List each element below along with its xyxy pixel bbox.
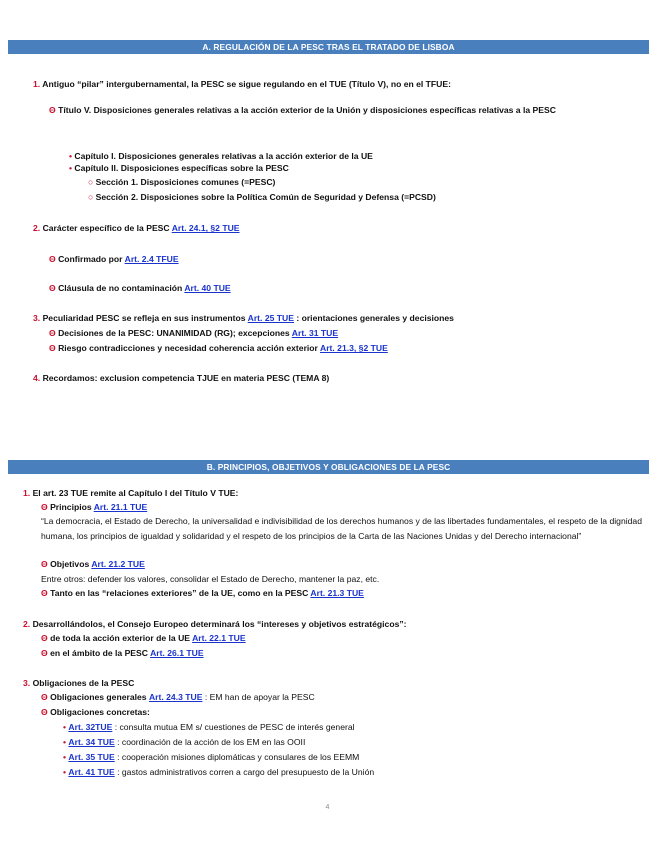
item-text: Obligaciones de la PESC (32, 678, 135, 688)
obligaciones-concretas-line (41, 707, 150, 718)
item-text: Carácter específico de la PESC (42, 223, 170, 233)
riesgo-line (49, 343, 388, 354)
theta-icon: Θ (41, 502, 48, 512)
sub-text: Decisiones de la PESC: UNANIMIDAD (RG); excepciones (58, 328, 290, 338)
art-link[interactable]: Art. 21.2 TUE (91, 559, 145, 569)
section-sub-item (88, 177, 275, 188)
item-text-after: : orientaciones generales y decisiones (296, 313, 454, 323)
art-link[interactable]: Art. 21.1 TUE (93, 502, 148, 512)
sub-text: Confirmado por (58, 254, 123, 264)
section-a-item-2 (33, 223, 240, 234)
ambito-pesc-line (41, 648, 204, 659)
art-link[interactable]: Art. 25 TUE (247, 313, 294, 323)
theta-icon: Θ (41, 588, 48, 598)
art-link[interactable]: Art. 31 TUE (291, 328, 339, 338)
art-link[interactable]: Art. 35 TUE (68, 752, 115, 762)
principios-quote: “La democracia, el Estado de Derecho, la universalidad e indivisibilidad de los derechos humanos y de las libertades fundamentales, el respeto de la dignidad humana, los principios de igualdad y solidaridad y el respeto de los principios de la Carta de las Naciones Unidas y del Derecho internacional” (41, 516, 642, 541)
chapter-item (69, 151, 373, 162)
section-b-item-3 (23, 678, 134, 689)
obligation-item (63, 752, 359, 763)
section-b-item-2 (23, 619, 407, 630)
tanto-line (41, 588, 364, 599)
item-number: 3. (23, 678, 31, 688)
section-a-item-3 (33, 313, 454, 324)
art-link[interactable]: Art. 34 TUE (68, 737, 115, 747)
art-link[interactable]: Art. 24.3 TUE (148, 692, 203, 702)
art-link[interactable]: Art. 40 TUE (184, 283, 231, 293)
gen-label: Obligaciones generales (50, 692, 147, 702)
objetivos-label: Objetivos (50, 559, 90, 569)
section-sub-text: Sección 2. Disposiciones sobre la Política Común de Seguridad y Defensa (=PCSD) (95, 192, 436, 202)
theta-icon: Θ (41, 559, 48, 569)
sub-text: Tanto en las “relaciones exteriores” de la UE, como en la PESC (50, 588, 309, 598)
clausula-line (49, 283, 231, 294)
chapter-item (69, 163, 289, 174)
bullet-icon: • (63, 722, 67, 732)
conc-label: Obligaciones concretas: (50, 707, 150, 717)
item-number: 4. (33, 373, 41, 383)
theta-icon: Θ (41, 633, 48, 643)
item-number: 2. (33, 223, 41, 233)
section-b-item-1 (23, 488, 238, 499)
theta-icon: Θ (49, 254, 56, 264)
section-a-item-1 (33, 79, 451, 90)
theta-icon: Θ (41, 707, 48, 717)
item-number: 1. (23, 488, 31, 498)
item-text: Desarrollándolos, el Consejo Europeo determinará los “intereses y objetivos estratégicos”: (32, 619, 407, 629)
art-link[interactable]: Art. 2.4 TFUE (124, 254, 179, 264)
chapter-text: Capítulo I. Disposiciones generales relativas a la acción exterior de la UE (74, 151, 373, 161)
obligation-item (63, 722, 355, 733)
sub-text: Riesgo contradicciones y necesidad coherencia acción exterior (58, 343, 318, 353)
sub-text: en el ámbito de la PESC (50, 648, 148, 658)
art-link[interactable]: Art. 32TUE (68, 722, 113, 732)
obligation-text: : consulta mutua EM s/ cuestiones de PESC de interés general (114, 722, 355, 732)
item-text: Recordamos: exclusion competencia TJUE en materia PESC (TEMA 8) (42, 373, 330, 383)
art-link[interactable]: Art. 26.1 TUE (150, 648, 204, 658)
art-link[interactable]: Art. 24.1, §2 TUE (171, 223, 240, 233)
accion-exterior-line (41, 633, 246, 644)
item-number: 3. (33, 313, 41, 323)
obligation-text: : gastos administrativos corren a cargo del presupuesto de la Unión (117, 767, 375, 777)
gen-text: : EM han de apoyar la PESC (204, 692, 315, 702)
obligation-item (63, 737, 305, 748)
section-b-header: B. PRINCIPIOS, OBJETIVOS Y OBLIGACIONES DE LA PESC (8, 460, 649, 474)
theta-icon: Θ (49, 343, 56, 353)
principios-label: Principios (50, 502, 92, 512)
entre-otros-text: Entre otros: defender los valores, consolidar el Estado de Derecho, mantener la paz, etc. (41, 574, 380, 584)
art-link[interactable]: Art. 21.3, §2 TUE (319, 343, 388, 353)
sub-text: Cláusula de no contaminación (58, 283, 183, 293)
bullet-icon: • (69, 163, 73, 173)
obligaciones-generales-line (41, 692, 315, 703)
page-number: 4 (325, 804, 330, 811)
circle-bullet-icon: ○ (88, 177, 94, 187)
art-link[interactable]: Art. 41 TUE (68, 767, 115, 777)
sub-text: de toda la acción exterior de la UE (50, 633, 191, 643)
principios-line (41, 502, 147, 513)
item-number: 2. (23, 619, 31, 629)
item-text: El art. 23 TUE remite al Capítulo I del Título V TUE: (32, 488, 239, 498)
bullet-icon: • (69, 151, 73, 161)
chapter-text: Capítulo II. Disposiciones específicas sobre la PESC (74, 163, 289, 173)
titulo-v-note (49, 104, 645, 117)
section-a-header: A. REGULACIÓN DE LA PESC TRAS EL TRATADO DE LISBOA (8, 40, 649, 54)
theta-icon: Θ (41, 648, 48, 658)
art-link[interactable]: Art. 22.1 TUE (192, 633, 246, 643)
circle-bullet-icon: ○ (88, 192, 94, 202)
obligation-text: : cooperación misiones diplomáticas y consulares de los EEMM (117, 752, 360, 762)
theta-icon: Θ (41, 692, 48, 702)
art-link[interactable]: Art. 21.3 TUE (310, 588, 364, 598)
item-text: Peculiaridad PESC se refleja en sus instrumentos (42, 313, 246, 323)
decisiones-line (49, 328, 338, 339)
section-sub-text: Sección 1. Disposiciones comunes (=PESC) (95, 177, 276, 187)
theta-icon: Θ (49, 283, 56, 293)
confirmado-line (49, 254, 179, 265)
theta-icon: Θ (49, 105, 56, 115)
titulo-v-text: Título V. Disposiciones generales relativas a la acción exterior de la Unión y disposiciones específicas relativas a la PESC (58, 105, 556, 115)
bullet-icon: • (63, 767, 67, 777)
obligation-item (63, 767, 374, 778)
bullet-icon: • (63, 737, 67, 747)
section-sub-item (88, 192, 436, 203)
objetivos-line (41, 559, 145, 570)
theta-icon: Θ (49, 328, 56, 338)
section-a-item-4 (33, 373, 329, 384)
item-text: Antiguo “pilar” intergubernamental, la PESC se sigue regulando en el TUE (Título V), no en el TFUE: (42, 79, 451, 89)
item-number: 1. (33, 79, 41, 89)
obligation-text: : coordinación de la acción de los EM en las OOII (117, 737, 306, 747)
bullet-icon: • (63, 752, 67, 762)
